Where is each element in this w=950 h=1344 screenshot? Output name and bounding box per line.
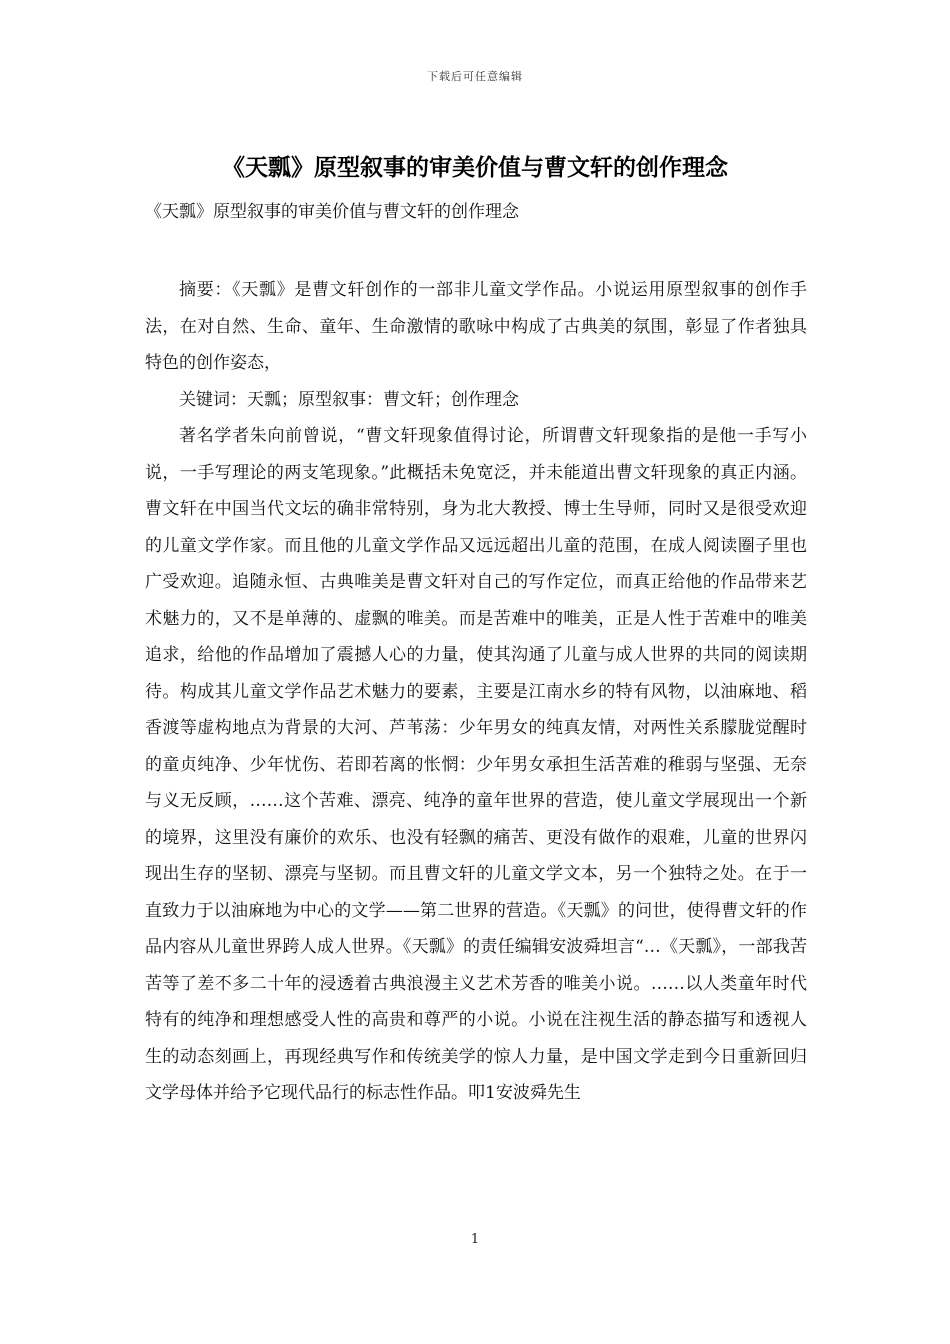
page-number: 1 [470, 1232, 480, 1247]
page-header-note: 下载后可任意编辑 [427, 70, 523, 83]
abstract-paragraph: 摘要：《天瓢》是曹文轩创作的一部非儿童文学作品。小说运用原型叙事的创作手法，在对自然、生命、童年、生命激情的歌咏中构成了古典美的氛围，彰显了作者独具特色的创作姿态， [145, 280, 807, 373]
keywords-paragraph: 关键词：天瓢；原型叙事：曹文轩；创作理念 [179, 389, 519, 410]
main-paragraph: 著名学者朱向前曾说，“曹文轩现象值得讨论，所谓曹文轩现象指的是他一手写小说，一手写理论的两支笔现象。”此概括未免宽泛，并未能道出曹文轩现象的真正内涵。曹文轩在中国当代文坛的确非常特别，身为北大教授、博士生导师，同时又是很受欢迎的儿童文学作家。而且他的儿童文学作品又远远超出儿童的范围，在成人阅读圈子里也广受欢迎。追随永恒、古典唯美是曹文轩对自己的写作定位，而真正给他的作品带来艺术魅力的，又不是单薄的、虚飘的唯美。而是苦难中的唯美，正是人性于苦难中的唯美追求，给他的作品增加了震撼人心的力量，使其沟通了儿童与成人世界的共同的阅读期待。构成其儿童文学作品艺术魅力的要素，主要是江南水乡的特有风物，以油麻地、稻香渡等虚构地点为背景的大河、芦苇荡：少年男女的纯真友情，对两性关系朦胧觉醒时的童贞纯净、少年忧伤、若即若离的怅惘：少年男女承担生活苦难的稚弱与坚强、无奈与义无反顾，……这个苦难、漂亮、纯净的童年世界的营造，使儿童文学展现出一个新的境界，这里没有廉价的欢乐、也没有轻飘的痛苦、更没有做作的艰难，儿童的世界闪现出生存的坚韧、漂亮与坚韧。而且曹文轩的儿童文学文本，另一个独特之处。在于一直致力于以油麻地为中心的文学——第二世界的营造。《天瓢》的问世，使得曹文轩的作品内容从儿童世界跨人成人世界。《天瓢》的责任编辑安波舜坦言“…《天瓢》，一部我苦苦等了差不多二十年的浸透着古典浪漫主义艺术芳香的唯美小说。……以人类童年时代特有的纯净和理想感受人性的高贵和尊严的小说。小说在注视生活的静态描写和透视人生的动态刻画上，再现经典写作和传统美学的惊人力量，是中国文学走到今日重新回归文学母体并给予它现代品行的标志性作品。叩1安波舜先生 [145, 426, 807, 1103]
document-title: 《天瓢》原型叙事的审美价值与曹文轩的创作理念 [222, 155, 728, 181]
document-subtitle: 《天瓢》原型叙事的审美价值与曹文轩的创作理念 [145, 202, 519, 222]
document-body [145, 272, 807, 1112]
